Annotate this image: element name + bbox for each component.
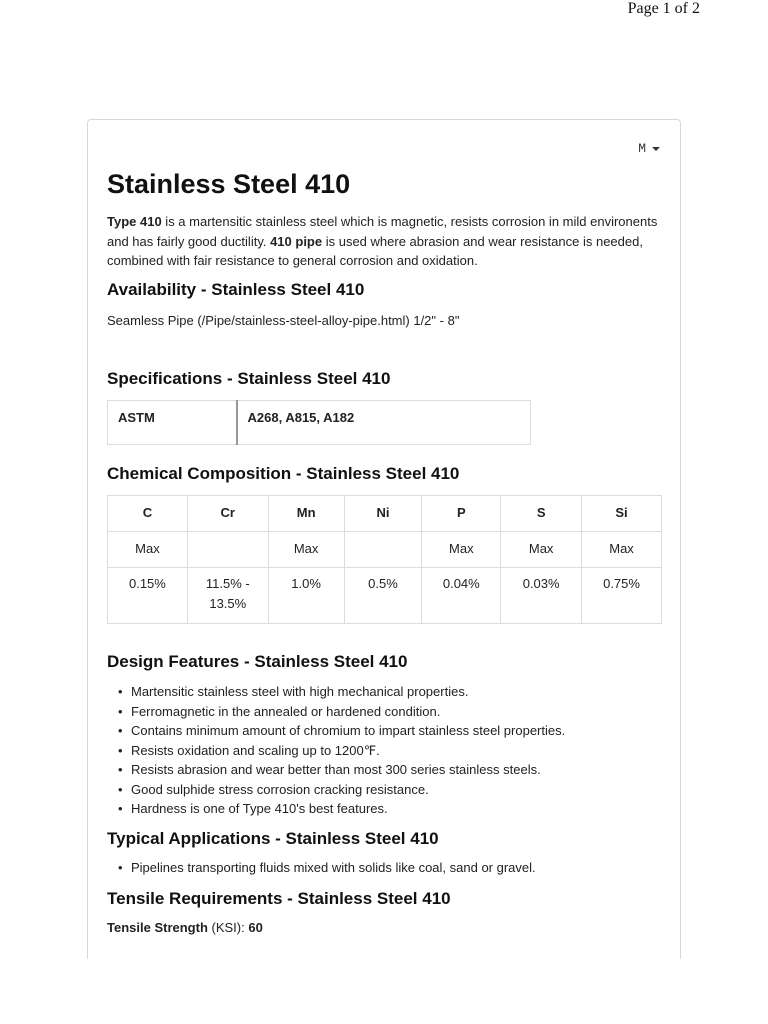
table-cell bbox=[344, 532, 422, 568]
list-item: • Good sulphide stress corrosion cracking resistance. bbox=[131, 780, 565, 800]
table-cell: 11.5% - 13.5% bbox=[187, 568, 268, 624]
list-item: • Pipelines transporting fluids mixed with solids like coal, sand or gravel. bbox=[131, 858, 536, 878]
tensile-heading: Tensile Requirements - Stainless Steel 410 bbox=[107, 889, 451, 908]
table-cell: 1.0% bbox=[268, 568, 344, 624]
menu-toggle-button[interactable] bbox=[638, 141, 660, 156]
spec-label-cell: ASTM bbox=[108, 401, 237, 445]
caret-down-icon bbox=[652, 147, 660, 151]
availability-heading: Availability - Stainless Steel 410 bbox=[107, 280, 365, 299]
availability-text: Seamless Pipe (/Pipe/stainless-steel-alloy-pipe.html) 1/2" - 8" bbox=[107, 313, 460, 328]
table-cell: 0.15% bbox=[108, 568, 188, 624]
intro-bold-pipe: 410 pipe bbox=[270, 233, 323, 249]
page-title: Stainless Steel 410 bbox=[107, 169, 351, 199]
table-row bbox=[108, 532, 662, 568]
chemical-heading: Chemical Composition - Stainless Steel 410 bbox=[107, 464, 460, 483]
table-cell bbox=[187, 532, 268, 568]
tensile-unit: (KSI): bbox=[207, 920, 249, 935]
column-header: Cr bbox=[187, 496, 268, 532]
menu-toggle-label: M bbox=[638, 141, 646, 156]
tensile-strength-line bbox=[107, 920, 263, 935]
column-header: Mn bbox=[268, 496, 344, 532]
table-cell: 0.75% bbox=[582, 568, 662, 624]
list-item: • Ferromagnetic in the annealed or hardened condition. bbox=[131, 702, 565, 722]
page-number: Page 1 of 2 bbox=[627, 0, 700, 17]
column-header: Si bbox=[582, 496, 662, 532]
list-item: • Martensitic stainless steel with high mechanical properties. bbox=[131, 682, 565, 702]
table-cell: Max bbox=[501, 532, 582, 568]
intro-text-1: is a martensitic stainless steel which is magnetic, resists corrosion in mild environents and has fairly good ductility. bbox=[107, 214, 658, 249]
intro-text-2: is used where abrasion and wear resistance is needed, combined with fair resistance to general corrosion and oxidation. bbox=[107, 233, 643, 268]
specifications-table bbox=[107, 400, 531, 445]
table-row bbox=[108, 568, 662, 624]
list-item: • Contains minimum amount of chromium to impart stainless steel properties. bbox=[131, 721, 565, 741]
table-cell: 0.04% bbox=[422, 568, 501, 624]
table-cell: 0.03% bbox=[501, 568, 582, 624]
applications-list bbox=[107, 858, 536, 878]
table-row bbox=[108, 401, 531, 445]
tensile-label: Tensile Strength bbox=[107, 920, 208, 935]
applications-heading: Typical Applications - Stainless Steel 410 bbox=[107, 829, 439, 848]
spec-value-cell: A268, A815, A182 bbox=[237, 401, 531, 445]
table-header-row bbox=[108, 496, 662, 532]
list-item: • Hardness is one of Type 410's best features. bbox=[131, 799, 565, 819]
chemical-composition-table bbox=[107, 495, 662, 624]
intro-paragraph bbox=[107, 212, 663, 271]
column-header: C bbox=[108, 496, 188, 532]
tensile-value: 60 bbox=[248, 920, 263, 935]
table-cell: Max bbox=[268, 532, 344, 568]
list-item: • Resists oxidation and scaling up to 1200℉. bbox=[131, 741, 565, 761]
table-cell: Max bbox=[422, 532, 501, 568]
table-cell: Max bbox=[108, 532, 188, 568]
table-cell: Max bbox=[582, 532, 662, 568]
table-cell: 0.5% bbox=[344, 568, 422, 624]
list-item: • Resists abrasion and wear better than most 300 series stainless steels. bbox=[131, 760, 565, 780]
specifications-heading: Specifications - Stainless Steel 410 bbox=[107, 369, 391, 388]
intro-bold-type: Type 410 bbox=[107, 214, 162, 229]
column-header: P bbox=[422, 496, 501, 532]
design-features-list bbox=[107, 682, 565, 819]
content-card bbox=[87, 119, 681, 959]
column-header: Ni bbox=[344, 496, 422, 532]
design-features-heading: Design Features - Stainless Steel 410 bbox=[107, 652, 408, 671]
column-header: S bbox=[501, 496, 582, 532]
